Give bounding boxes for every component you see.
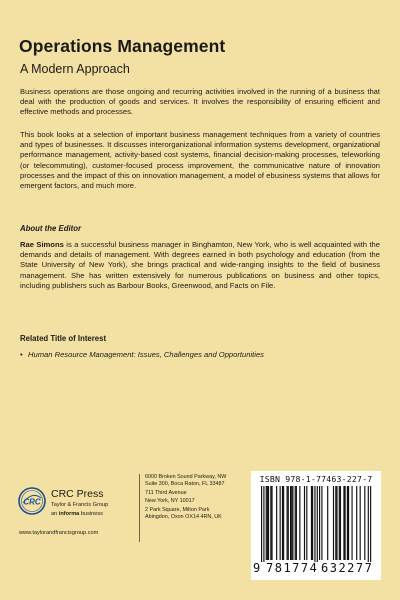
address-line: Abingdon, Oxon OX14 4RN, UK — [145, 514, 222, 521]
publisher-addresses — [145, 474, 226, 521]
business-prefix: an — [51, 511, 59, 517]
isbn-number: ISBN 978-1-77463-227-7 — [259, 474, 373, 484]
barcode-bar — [317, 486, 318, 562]
barcode-digit-first: 9 — [253, 561, 261, 575]
barcode-bar — [266, 486, 267, 560]
barcode-bar — [299, 486, 300, 560]
barcode-bar — [267, 486, 268, 560]
barcode-bar — [368, 486, 369, 562]
isbn-barcode — [251, 471, 381, 580]
editor-bio — [20, 240, 380, 291]
logo-lettering: CRC — [23, 497, 41, 507]
barcode-bar — [295, 486, 296, 560]
barcode-digits-right: 632277 — [321, 561, 374, 575]
publisher-business-line — [51, 511, 103, 517]
address-line: 6000 Broken Sound Parkway, NW — [145, 474, 227, 480]
barcode-bar — [312, 486, 313, 560]
barcode-bar — [282, 486, 283, 560]
footer-divider — [139, 474, 140, 542]
book-subtitle: A Modern Approach — [20, 62, 130, 76]
barcode-bar — [263, 486, 264, 562]
barcode-bar — [268, 486, 269, 560]
barcode-bar — [311, 486, 312, 560]
barcode-bar — [370, 486, 371, 562]
barcode-bar — [290, 486, 291, 560]
barcode-bar — [351, 486, 352, 560]
address-line: New York, NY 10017 — [145, 497, 195, 504]
barcode-bar — [319, 486, 320, 560]
publisher-group: Taylor & Francis Group — [51, 502, 109, 508]
barcode-bar — [287, 486, 288, 560]
barcode-bar — [364, 486, 365, 560]
barcode-bar — [333, 486, 334, 560]
barcode-digits-left: 781774 — [266, 561, 319, 575]
barcode-bar — [343, 486, 344, 560]
business-suffix: business — [79, 511, 103, 517]
business-brand: informa — [58, 511, 80, 517]
editor-name: Rae Simons — [20, 240, 64, 249]
barcode-bar — [321, 486, 322, 560]
barcode-bar — [335, 486, 336, 560]
editor-bio-text: is a successful business manager in Binghamton, New York, who is well acquainted with the demands and details of management. With degrees earned in both psychology and education (from the State University of New York), she brings practical and wide-ranging insights to the field of business management. She has written extensively for numerous publications on business and other topics, including publishers such as Barbour Books, Greenwood, and Facts on File. — [20, 240, 380, 290]
barcode-bar — [360, 486, 361, 560]
barcode-bar — [336, 486, 337, 560]
barcode-bar — [261, 486, 262, 562]
barcode-bar — [276, 486, 277, 560]
barcode-bar — [356, 486, 357, 560]
publisher-name: CRC Press — [51, 488, 104, 500]
related-title-text: Human Resource Management: Issues, Challenges and Opportunities — [28, 350, 264, 359]
barcode-bar — [339, 486, 340, 560]
crc-press-logo-icon — [18, 487, 46, 515]
address-line: 2 Park Square, Milton Park — [145, 506, 210, 513]
barcode-bar — [280, 486, 281, 560]
barcode-bar — [314, 486, 315, 562]
barcode-bar — [271, 486, 272, 560]
barcode-bar — [304, 486, 305, 560]
barcode-bar — [296, 486, 297, 560]
description-paragraph-2: This book looks at a selection of important business management techniques from a variety of countries and types of businesses. It discusses interorganizational information systems development, organizational performance management, activity-based cost systems, financial decision-making processes, teleworking (or telecommuting), customer-focused process improvement, the communicative nature of innovation processes and the impact of this on innovation management, a model of ebusiness systems that allows for emergent factors, and much more. — [20, 130, 380, 191]
description-paragraph-1: Business operations are those ongoing and recurring activities involved in the running of a business that deal with the production of goods and services. It involves the responsibility of ensuring efficient and effective methods and processes. — [20, 87, 380, 117]
book-title: Operations Management — [19, 36, 226, 56]
barcode-bar — [348, 486, 349, 560]
barcode-bar — [340, 486, 341, 560]
about-editor-heading: About the Editor — [20, 224, 82, 233]
barcode-bar — [306, 486, 307, 560]
bullet-icon: • — [20, 350, 23, 359]
barcode-bar — [347, 486, 348, 560]
barcode-bars — [257, 486, 375, 562]
publisher-website[interactable]: www.taylorandfrancisgroup.com — [19, 530, 99, 536]
barcode-bar — [270, 486, 271, 560]
address-line: Suite 300, Boca Raton, FL 33487 — [145, 481, 225, 488]
barcode-bar — [327, 486, 328, 560]
barcode-bar — [291, 486, 292, 560]
barcode-bar — [283, 486, 284, 560]
barcode-bar — [345, 486, 346, 560]
related-title-heading: Related Title of Interest — [20, 334, 107, 343]
address-line: 711 Third Avenue — [145, 490, 187, 497]
barcode-bar — [292, 486, 293, 560]
related-title-item — [20, 350, 264, 359]
barcode-bar — [288, 486, 289, 560]
